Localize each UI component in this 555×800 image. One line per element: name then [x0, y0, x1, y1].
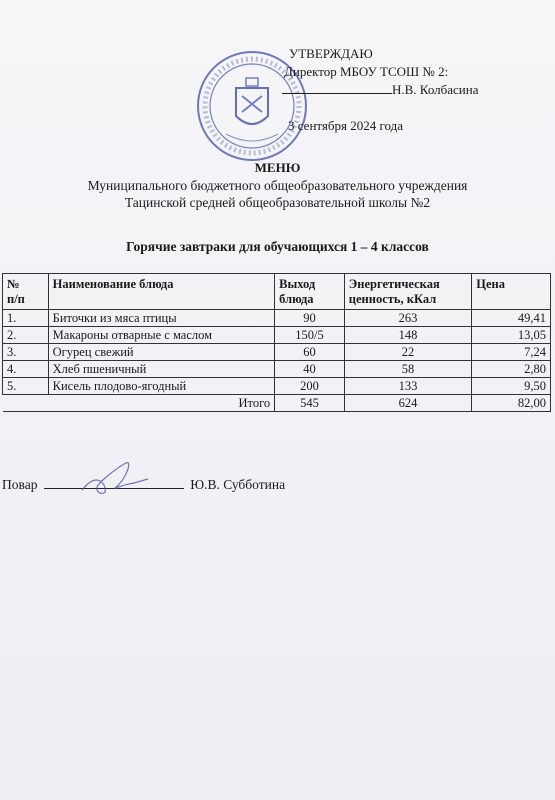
- total-label: Итого: [3, 395, 275, 412]
- cook-label: Повар: [2, 477, 38, 492]
- row-portion: 40: [275, 361, 345, 378]
- row-portion: 150/5: [275, 327, 345, 344]
- row-number: 4.: [3, 361, 49, 378]
- row-number: 1.: [3, 310, 49, 327]
- row-energy: 148: [344, 327, 471, 344]
- header-price: Цена: [472, 274, 551, 310]
- row-energy: 133: [344, 378, 471, 395]
- row-price: 49,41: [472, 310, 551, 327]
- row-number: 5.: [3, 378, 49, 395]
- header-dish-name: Наименование блюда: [48, 274, 275, 310]
- organization-line-2: Тацинской средней общеобразовательной школы №2: [124, 195, 431, 210]
- row-energy: 263: [344, 310, 471, 327]
- total-portion: 545: [275, 395, 345, 412]
- total-price: 82,00: [472, 395, 551, 412]
- document-title: МЕНЮ: [254, 160, 301, 175]
- table-row: [3, 378, 551, 395]
- row-dish: Хлеб пшеничный: [48, 361, 275, 378]
- row-energy: 58: [344, 361, 471, 378]
- row-portion: 60: [275, 344, 345, 361]
- row-dish: Кисель плодово-ягодный: [48, 378, 275, 395]
- row-number: 3.: [3, 344, 49, 361]
- approval-signer-name: Н.В. Колбасина: [392, 82, 479, 97]
- cook-name: Ю.В. Субботина: [190, 477, 286, 492]
- approval-signer-line: [282, 81, 479, 98]
- row-price: 7,24: [472, 344, 551, 361]
- table-header-row: [3, 274, 551, 310]
- row-number: 2.: [3, 327, 49, 344]
- header-energy: Энергетическая ценность, кКал: [344, 274, 471, 310]
- handwritten-signature: [74, 455, 154, 500]
- menu-subtitle: Горячие завтраки для обучающихся 1 – 4 классов: [126, 239, 429, 254]
- row-dish: Огурец свежий: [48, 344, 275, 361]
- row-energy: 22: [344, 344, 471, 361]
- organization-line-1: Муниципального бюджетного общеобразовательного учреждения: [87, 178, 468, 193]
- approval-heading: УТВЕРЖДАЮ: [289, 46, 373, 61]
- approval-signature-blank: [282, 81, 392, 94]
- header-number: № п/п: [3, 274, 49, 310]
- table-total-row: [3, 395, 551, 412]
- row-price: 2,80: [472, 361, 551, 378]
- row-portion: 90: [275, 310, 345, 327]
- table-row: [3, 344, 551, 361]
- approval-date: 3 сентября 2024 года: [288, 118, 404, 133]
- row-price: 13,05: [472, 327, 551, 344]
- row-portion: 200: [275, 378, 345, 395]
- header-portion: Выход блюда: [275, 274, 345, 310]
- total-energy: 624: [344, 395, 471, 412]
- table-row: [3, 361, 551, 378]
- row-price: 9,50: [472, 378, 551, 395]
- row-dish: Макароны отварные с маслом: [48, 327, 275, 344]
- table-row: [3, 310, 551, 327]
- table-row: [3, 327, 551, 344]
- row-dish: Биточки из мяса птицы: [48, 310, 275, 327]
- menu-table: [2, 273, 551, 412]
- approval-position: Директор МБОУ ТСОШ № 2:: [284, 64, 449, 79]
